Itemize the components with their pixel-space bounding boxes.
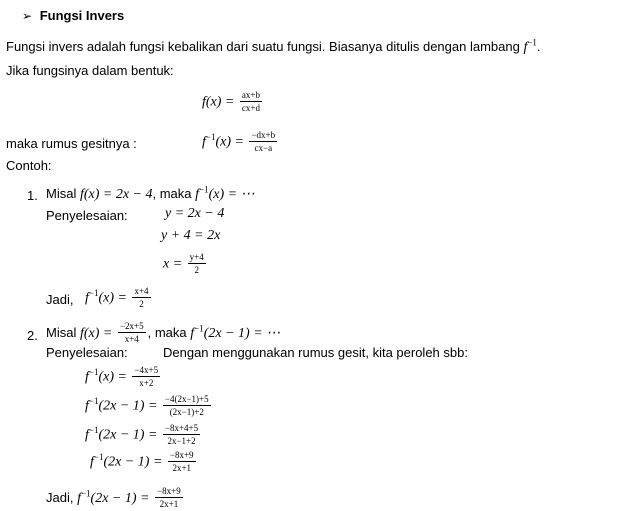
definition-lhs: f(x) = (202, 94, 235, 110)
example-1-step-1: y = 2x − 4 (165, 206, 225, 221)
quick-formula: $f^{-1}(x)$ = $\frac{-dx+b}{cx-a}$ (202, 130, 276, 153)
example-1-step-3-fraction: $\frac{y+4}{2}$ (189, 252, 204, 275)
example-1-number: 1. (27, 188, 38, 203)
example-1-step-3: x = $\frac{y+4}{2}$ (163, 252, 204, 275)
arrow-bullet-icon: ➢ (22, 9, 33, 23)
formula-label: maka rumus gesitnya : (6, 136, 137, 151)
example-2-penyelesaian: Penyelesaian: (46, 345, 128, 360)
inverse-symbol: $f^{-1}$ (523, 37, 537, 55)
example-1-result-fraction: $\frac{x+4}{2}$ (134, 286, 149, 309)
example-1-result: $f^{-1}(x)$ = $\frac{x+4}{2}$ (85, 286, 149, 309)
function-definition (202, 91, 264, 114)
contoh-label: Contoh: (6, 158, 52, 173)
intro-text: Fungsi invers adalah fungsi kebalikan dari suatu fungsi. Biasanya ditulis dengan lambang (6, 39, 524, 54)
example-2-step-1: $f^{-1}(x)$ = $\frac{-4x+5}{x+2}$ (85, 365, 159, 388)
formula-numerator: −dx+b (251, 130, 276, 140)
example-1-penyelesaian: Penyelesaian: (46, 208, 128, 223)
heading-title: Fungsi Invers (39, 8, 125, 23)
example-2-misal-fraction: $\frac{-2x+5}{x+4}$ (119, 321, 144, 344)
example-2-step-3: $f^{-1}(2x - 1)$ = $\frac{-8x+4+5}{2x-1+2}$ (85, 423, 199, 446)
example-2-step-2: $f^{-1}(2x - 1)$ = $\frac{-4(2x-1)+5}{(2x-1)+2}$ (85, 394, 209, 417)
example-1-step-2: y + 4 = 2x (161, 228, 221, 243)
formula-fraction (249, 130, 277, 153)
formula-denominator: cx−a (254, 143, 273, 153)
definition-numerator: ax+b (241, 90, 260, 100)
intro-period: . (536, 39, 541, 54)
intro-line-2: Jika fungsinya dalam bentuk: (6, 63, 174, 78)
example-1-jadi: Jadi, (46, 292, 74, 307)
example-2-step-4: $f^{-1}(2x - 1)$ = $\frac{-8x+9}{2x+1}$ (90, 450, 194, 473)
example-1-problem: Misal f(x) = 2x − 4, maka $f^{-1}(x)$ = ⋯ (46, 184, 255, 202)
example-2-problem: Misal f(x) = $\frac{-2x+5}{x+4}$ , maka $f^{-1}(2x - 1)$ = ⋯ (46, 321, 281, 344)
example-2-number: 2. (27, 328, 38, 343)
example-2-method: Dengan menggunakan rumus gesit, kita peroleh sbb: (163, 345, 468, 360)
section-heading (22, 8, 124, 23)
intro-line-1 (6, 39, 541, 56)
definition-fraction (240, 90, 262, 113)
definition-denominator: cx+d (241, 103, 260, 113)
example-2-result: Jadi, $f^{-1}(2x - 1)$ = $\frac{-8x+9}{2x+1}$ (46, 486, 181, 509)
